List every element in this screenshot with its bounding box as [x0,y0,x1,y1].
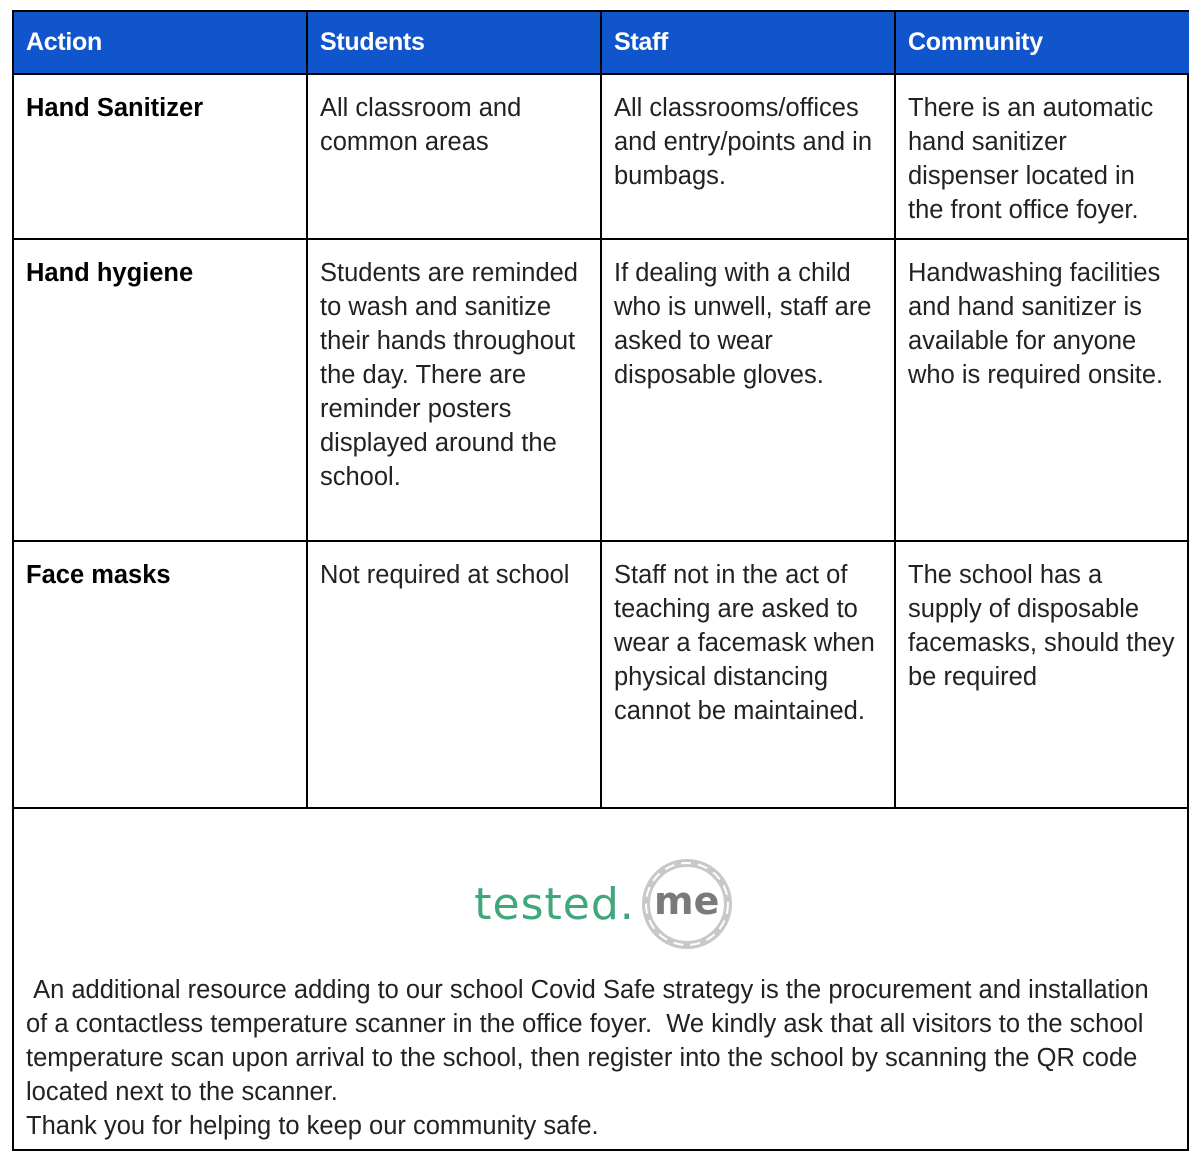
cell-staff: All classrooms/offices and entry/points and in bumbags. [601,74,895,239]
cell-students: All classroom and common areas [307,74,601,239]
cell-community: The school has a supply of disposable facemasks, should they be required [895,541,1189,808]
cell-staff: Staff not in the act of teaching are asked to wear a facemask when physical distancing cannot be maintained. [601,541,895,808]
logo-wordmark: tested. [474,878,635,930]
footer-paragraph: An additional resource adding to our school Covid Safe strategy is the procurement and installation of a contactless temperature scanner in the office foyer. We kindly ask that all visitors to the school temperature scan upon arrival to the school, then register into the school by scanning the QR code located next to the scanner. [26,976,1156,1106]
logo-circle-icon [641,858,733,950]
covid-safe-document [12,10,1189,1151]
row-action-hand-sanitizer: Hand Sanitizer [14,74,307,239]
covid-safe-table [14,12,1189,809]
row-action-face-masks: Face masks [14,541,307,808]
table-row [14,239,1189,541]
footer-section [14,849,1187,1143]
table-header-row [14,12,1189,74]
cell-students: Not required at school [307,541,601,808]
header-staff: Staff [601,12,895,74]
logo-me-text: me [654,879,720,923]
table-row [14,74,1189,239]
cell-staff: If dealing with a child who is unwell, staff are asked to wear disposable gloves. [601,239,895,541]
row-action-hand-hygiene: Hand hygiene [14,239,307,541]
cell-students: Students are reminded to wash and sanitize their hands throughout the day. There are reminder posters displayed around the school. [307,239,601,541]
header-students: Students [307,12,601,74]
table-row [14,541,1189,808]
cell-community: There is an automatic hand sanitizer dispenser located in the front office foyer. [895,74,1189,239]
header-community: Community [895,12,1189,74]
tested-me-logo [26,849,1175,959]
header-action: Action [14,12,307,74]
footer-thanks: Thank you for helping to keep our community safe. [26,1112,599,1140]
cell-community: Handwashing facilities and hand sanitizer is available for anyone who is required onsite. [895,239,1189,541]
